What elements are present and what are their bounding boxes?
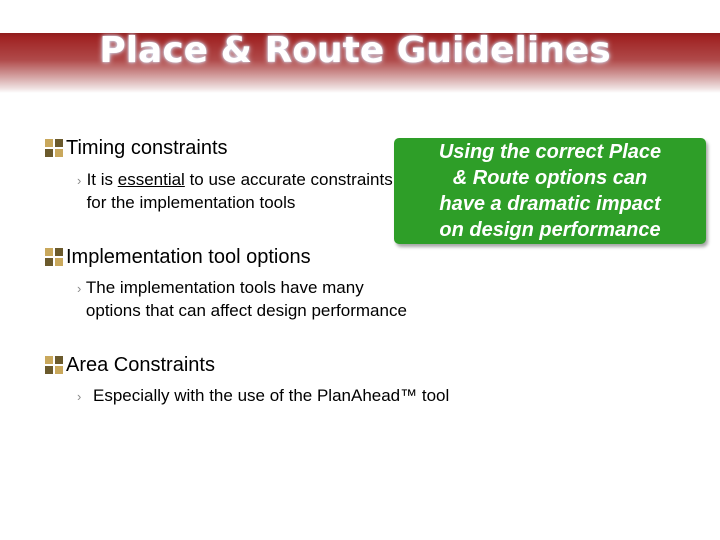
slide-title: Place & Route Guidelines	[99, 30, 611, 71]
square-grid-bullet-icon	[45, 248, 63, 266]
callout-text: Using the correct Place & Route options can have a dramatic impact on design performance	[438, 141, 662, 241]
sub-bullet-text: Especially with the use of the PlanAhead™ tool	[93, 386, 450, 405]
sub-bullet-text: It is essential to use accurate constraints for the implementation tools	[86, 170, 393, 212]
chevron-right-icon: ›	[77, 281, 82, 296]
bullet-implementation-tool-options	[45, 246, 311, 269]
chevron-right-icon: ›	[77, 389, 82, 404]
bullet-label: Timing constraints	[66, 137, 228, 159]
bullet-area-constraints	[45, 354, 215, 377]
square-grid-bullet-icon	[45, 139, 63, 157]
chevron-right-icon: ›	[77, 173, 82, 188]
sub-bullet-text: The implementation tools have many options that can affect design performance	[85, 278, 407, 320]
sub-bullet-timing	[77, 168, 397, 214]
emphasis-text: essential	[117, 170, 185, 189]
bullet-label: Area Constraints	[66, 354, 215, 376]
sub-bullet-implementation	[77, 276, 422, 322]
callout-box	[394, 138, 706, 244]
bullet-timing-constraints	[45, 137, 228, 160]
sub-bullet-area	[77, 384, 557, 408]
bullet-label: Implementation tool options	[66, 246, 311, 268]
square-grid-bullet-icon	[45, 356, 63, 374]
